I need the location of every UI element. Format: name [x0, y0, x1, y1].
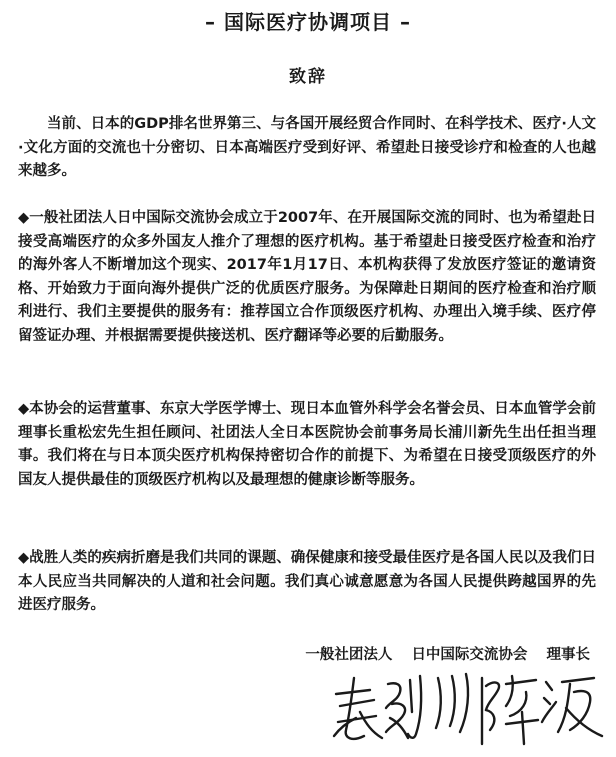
paragraph-intro: 当前、日本的GDP排名世界第三、与各国开展经贸合作同时、在科学技术、医疗·人文·文化方面的交流也十分密切、日本高端医疗受到好评、希望赴日接受诊疗和检查的人也越来越多。 — [18, 116, 596, 179]
paragraph-advisors: ◆本协会的运营董事、东京大学医学博士、现日本血管外科学会名誉会员、日本血管学会前理事长重松宏先生担任顾问、社团法人全日本医院协会前事务局长浦川新先生出任担当理事。我们将在与日本顶尖医疗机构保持密切合作的前提下、为希望在日接受顶级医疗的外国友人提供最佳的顶级医疗机构以及最理想的健康诊断等服务。 — [18, 401, 596, 488]
letter-title: 致辞 — [289, 67, 327, 87]
paragraph-mission: ◆战胜人类的疾病折磨是我们共同的课题、确保健康和接受最佳医疗是各国人民以及我们日本人民应当共同解决的人道和社会问题。我们真心诚意愿意为各国人民提供跨越国界的先进医疗服务。 — [18, 550, 596, 613]
signatory-position: 理事长 — [546, 647, 590, 663]
page-header-title: – 国际医疗协调项目 – — [205, 10, 411, 34]
signatory-org-name: 日中国际交流协会 — [411, 647, 528, 663]
handwritten-signature — [330, 672, 606, 752]
signatory-line — [305, 643, 590, 664]
signatory-org-type: 一般社团法人 — [305, 647, 393, 663]
paragraph-association: ◆一般社团法人日中国际交流协会成立于2007年、在开展国际交流的同时、也为希望赴日接受高端医疗的众多外国友人推介了理想的医疗机构。基于希望赴日接受医疗检查和治疗的海外客人不断增加这个现实、2017年1月17日、本机构获得了发放医疗签证的邀请资格、开始致力于面向海外提供广泛的优质医疗服务。为保障赴日期间的医疗检查和治疗顺利进行、我们主要提供的服务有：推荐国立合作顶级医疗机构、办理出入境手续、医疗停留签证办理、并根据需要提供接送机、医疗翻译等必要的后勤服务。 — [18, 210, 596, 344]
